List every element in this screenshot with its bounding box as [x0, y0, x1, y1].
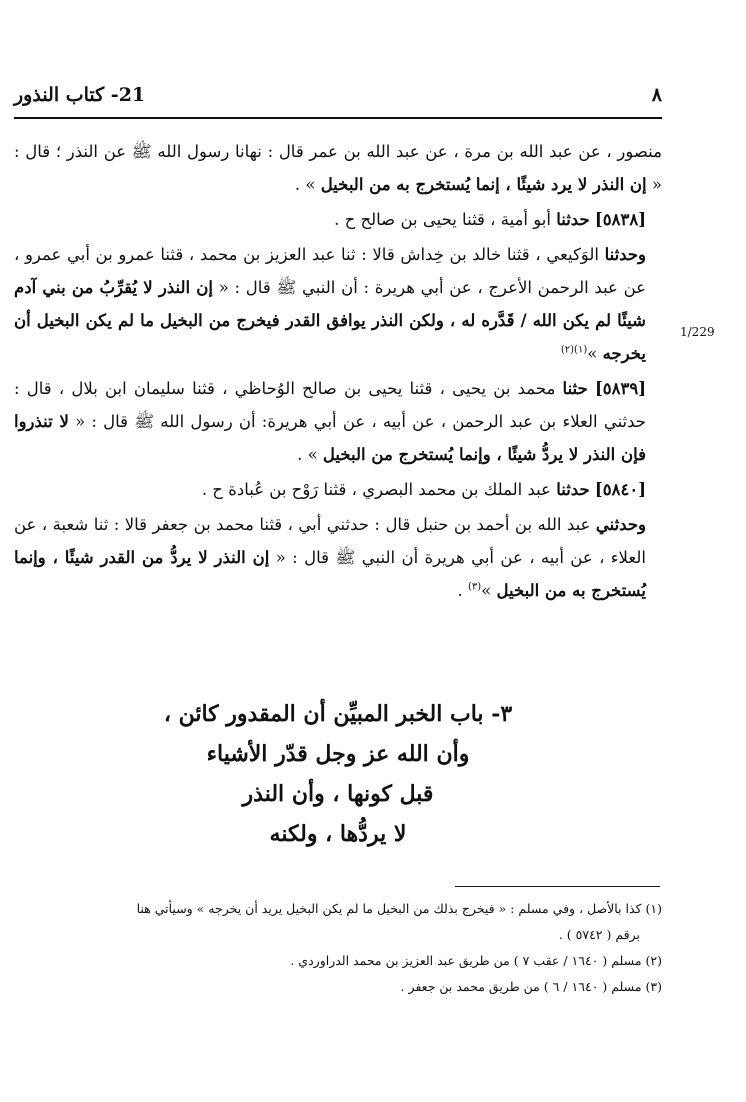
- hadith-5840: [٥٨٤٠] حدثنا عبد الملك بن محمد البصري ، قثنا رَوْح بن عُبادة ح .: [201, 480, 646, 499]
- hadith-number: [٥٨٤٠]: [594, 480, 646, 499]
- margin-reference: 1/229: [680, 325, 715, 339]
- footnote-1-continued: برقم ( ٥٧٤٢ ) .: [558, 927, 640, 942]
- chapter-line-3: قبل كونها ، وأن النذر: [242, 781, 434, 807]
- hadith-quote: إن النذر لا يرد شيئًا ، إنما يُستخرج به من البخيل: [320, 175, 647, 194]
- chapter-line-2: وأن الله عز وجل قدّر الأشياء: [206, 741, 470, 767]
- hadith-quote: إن النذر لا يردُّ من القدر شيئًا ، وإنما يُستخرج به من البخيل: [14, 548, 646, 600]
- footnote-rule: [455, 886, 660, 887]
- footnote-3: (٣) مسلم ( ١٦٤٠ / ٦ ) من طريق محمد بن جعفر .: [400, 979, 662, 994]
- footnotes: [14, 896, 662, 1000]
- chapter-heading: [14, 694, 662, 854]
- footnote-marker: (٣): [467, 581, 482, 593]
- paragraph-3: وحدثني عبد الله بن أحمد بن حنبل قال : حدثني أبي ، قثنا محمد بن جعفر قالا : ثنا شعبة ، عن العلاء ، عن أبيه ، عن أبي هريرة أن النبي ﷺ قال : « إن النذر لا يردُّ من القدر شيئًا ، وإنما يُستخرج به من البخيل »$^{(٣)}$ .: [14, 515, 646, 600]
- running-header: [14, 80, 662, 114]
- footnote-1: (١) كذا بالأصل ، وفي مسلم : « فيخرج بذلك من البخيل ما لم يكن البخيل يريد أن يخرجه » وسيأتي هنا: [136, 901, 662, 916]
- hadith-text: [14, 135, 662, 609]
- hadith-quote: إن النذر لا يُقرِّبُ من بني آدم شيئًا لم يكن الله / قَدَّره له ، ولكن النذر يوافق القدر فيخرج من البخيل ما لم يكن البخيل أن يخرجه: [14, 278, 646, 363]
- hadith-number: [٥٨٣٨]: [594, 210, 646, 229]
- page-number: ٨: [651, 84, 662, 106]
- header-rule: [14, 117, 662, 119]
- hadith-number: [٥٨٣٩]: [594, 379, 647, 398]
- header-title: 21- كتاب النذور: [14, 84, 146, 106]
- hadith-quote: لا تنذروا فإن النذر لا يردُّ شيئًا ، وإنما يُستخرج من البخيل: [14, 412, 646, 464]
- chapter-line-4: لا يردُّها ، ولكنه: [269, 821, 407, 847]
- hadith-5838: [٥٨٣٨] حدثنا أبو أمية ، قثنا يحيى بن صالح ح .: [334, 210, 646, 229]
- footnote-2: (٢) مسلم ( ١٦٤٠ / عقب ٧ ) من طريق عبد العزيز بن محمد الدراوردي .: [290, 953, 662, 968]
- footnote-marker: (١)(٢): [560, 344, 588, 356]
- chapter-line-1: ٣- باب الخبر المبيِّن أن المقدور كائن ،: [163, 701, 513, 727]
- paragraph-2: وحدثنا الوَكيعي ، قثنا خالد بن خِداش قالا : ثنا عبد العزيز بن محمد ، قثنا عمرو بن أبي عمرو ، عن عبد الرحمن الأعرج ، عن أبي هريرة : أن النبي ﷺ قال : « إن النذر لا يُقرِّبُ من بني آدم شيئًا لم يكن الله / قَدَّره له ، ولكن النذر يوافق القدر فيخرج من البخيل ما لم يكن البخيل أن يخرجه »$^{(١)(٢)}$: [14, 245, 646, 363]
- hadith-5839: [٥٨٣٩] حثنا محمد بن يحيى ، قثنا يحيى بن صالح الوُحاظي ، قثنا سليمان ابن بلال ، قال : حدثني العلاء بن عبد الرحمن ، عن أبيه ، عن أبي هريرة: أن رسول الله ﷺ قال : « لا تنذروا فإن النذر لا يردُّ شيئًا ، وإنما يُستخرج من البخيل » .: [14, 379, 647, 464]
- paragraph-1: منصور ، عن عبد الله بن مرة ، عن عبد الله بن عمر قال : نهانا رسول الله ﷺ عن النذر ؛ قال : « إن النذر لا يرد شيئًا ، إنما يُستخرج به من البخيل » .: [14, 142, 662, 194]
